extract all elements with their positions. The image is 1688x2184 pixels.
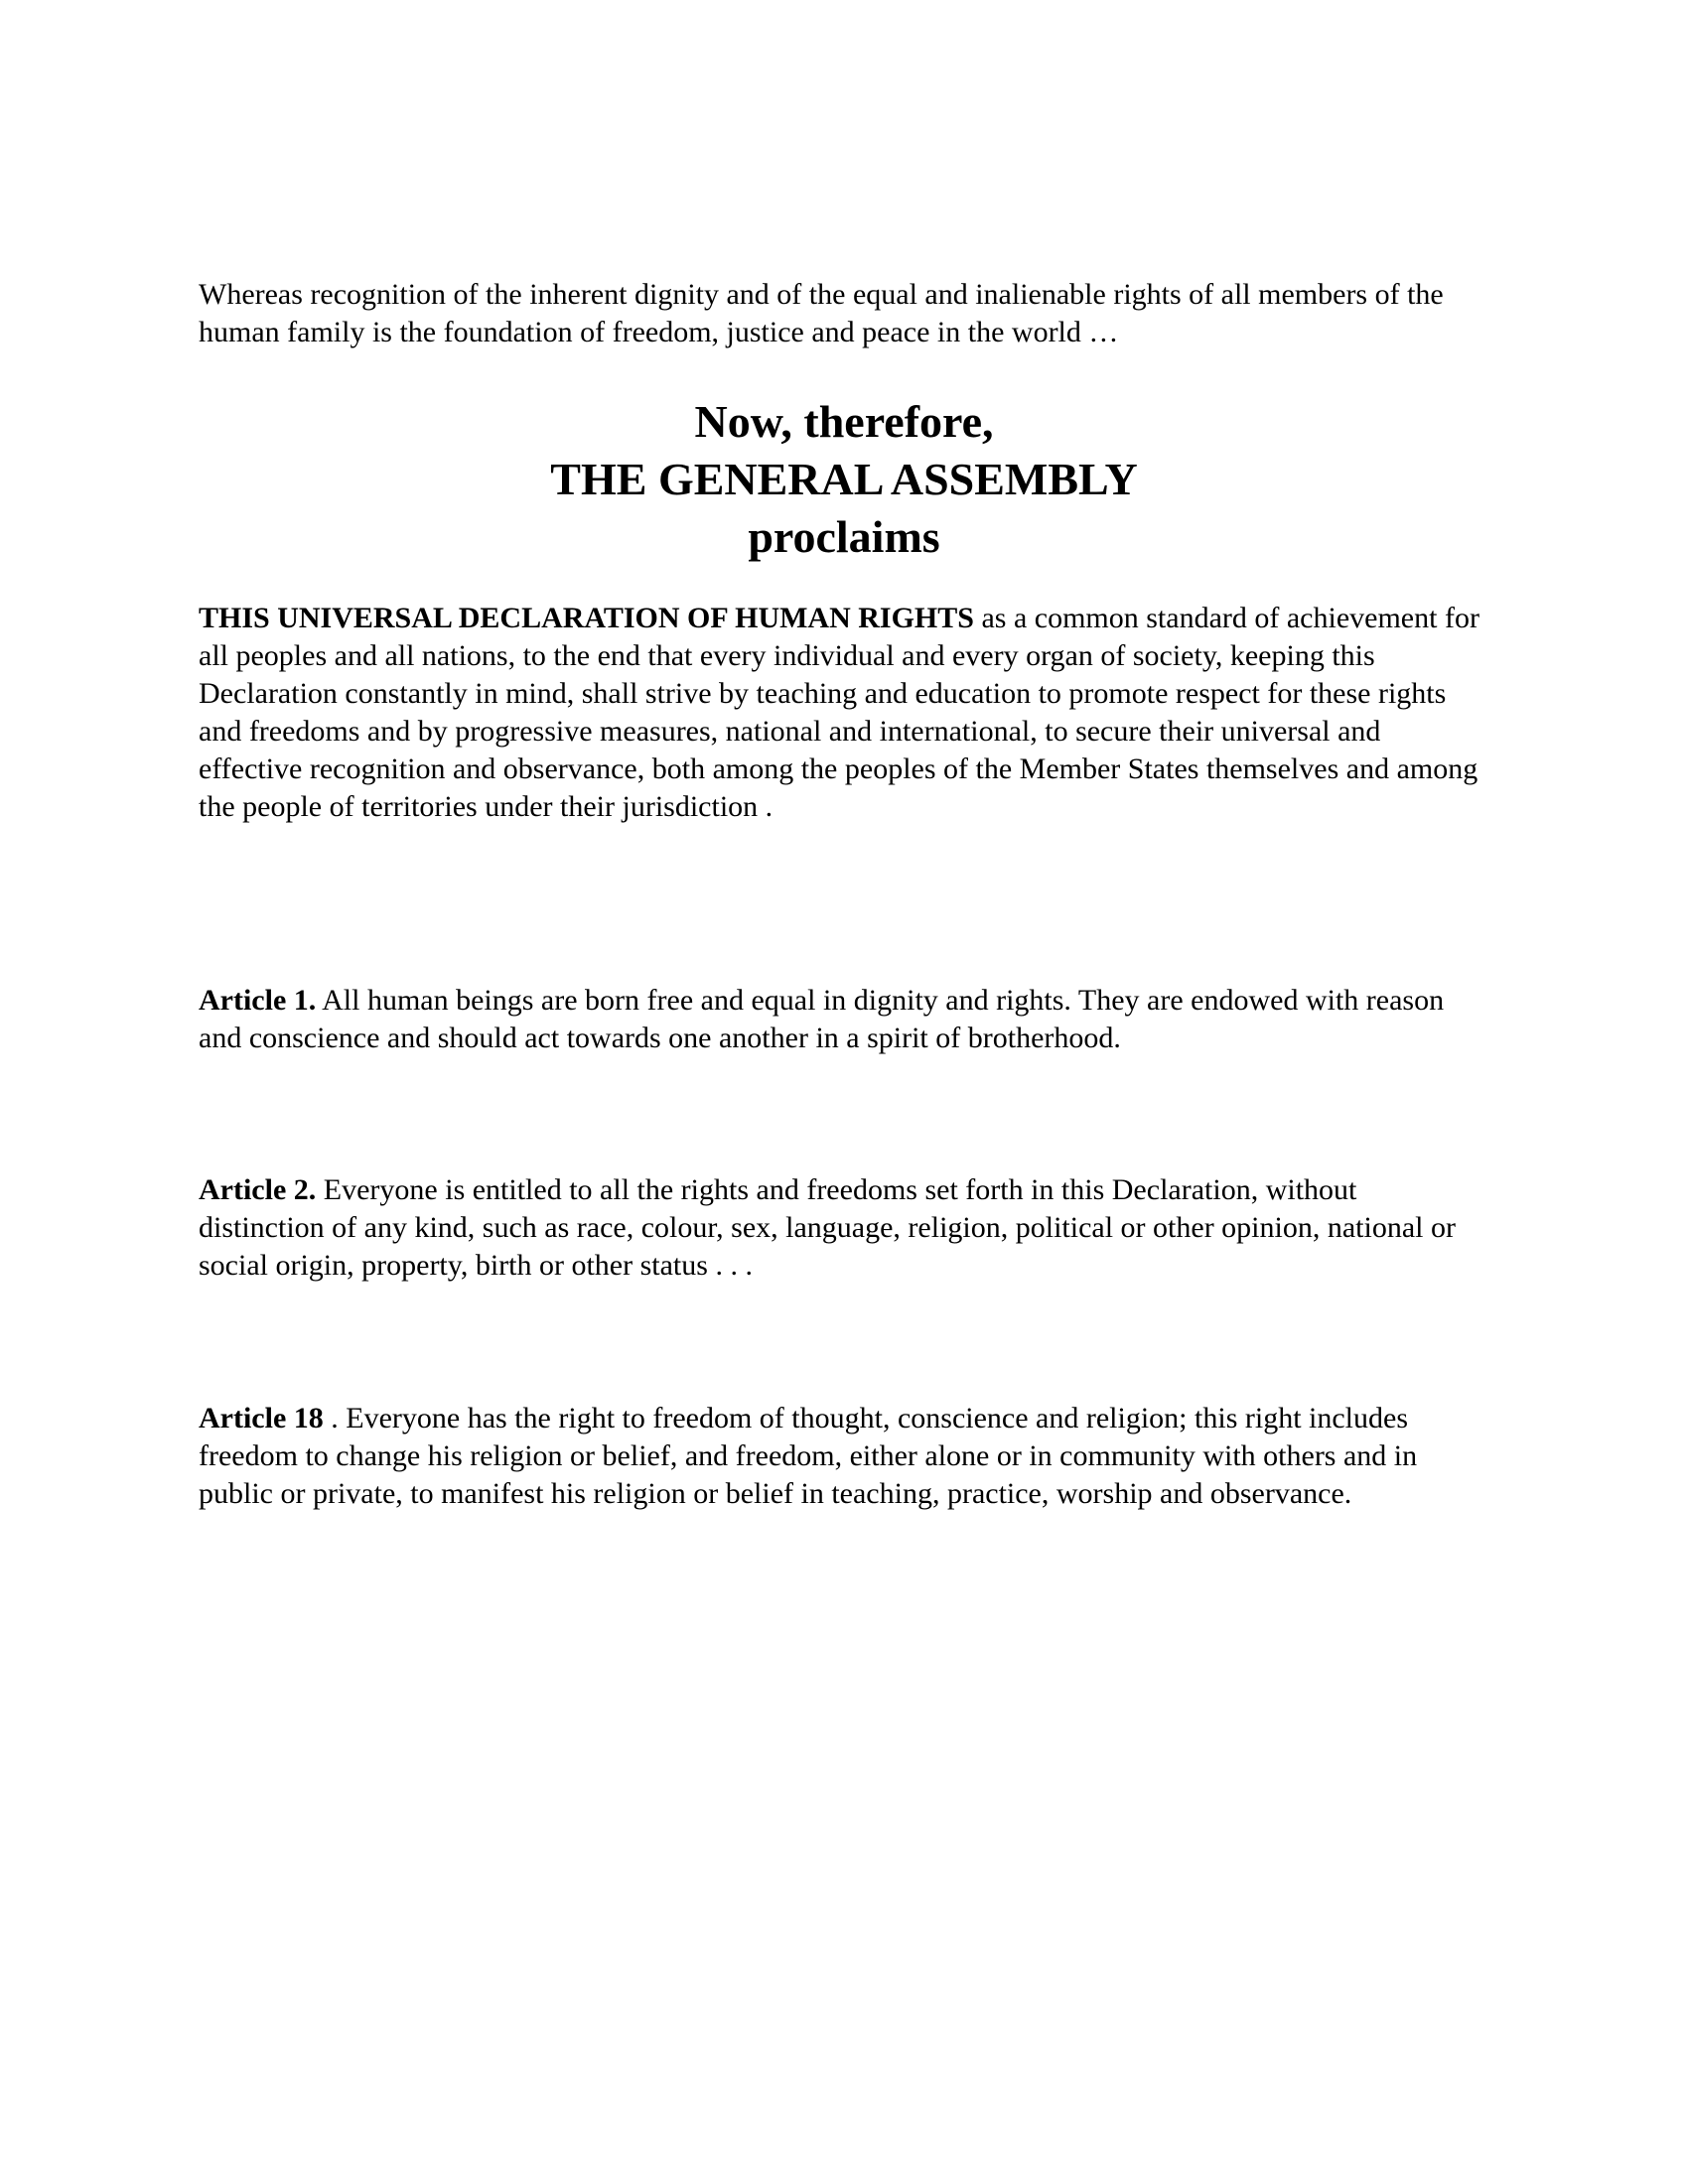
article-18-text: . Everyone has the right to freedom of thought, conscience and religion; this right includes freedom to change his religion or belief, and freedom, either alone or in community with others and in public or private, to manifest his religion or belief in teaching, practice, worship and observance.: [199, 1402, 1418, 1510]
article-2-text: Everyone is entitled to all the rights and freedoms set forth in this Declaration, without distinction of any kind, such as race, colour, sex, language, religion, political or other opinion, national or social origin, property, birth or other status . . .: [199, 1173, 1456, 1282]
article-2-paragraph: [199, 1171, 1489, 1285]
article-1-label: Article 1.: [199, 984, 317, 1017]
preamble-paragraph: [199, 276, 1489, 351]
article-18-paragraph: [199, 1400, 1489, 1513]
article-18-label: Article 18: [199, 1402, 324, 1434]
preamble-text: Whereas recognition of the inherent dignity and of the equal and inalienable rights of all members of the human family is the foundation of freedom, justice and peace in the world …: [199, 278, 1444, 348]
heading-line-now-therefore: Now, therefore,: [694, 396, 994, 447]
declaration-text: as a common standard of achievement for all peoples and all nations, to the end that every individual and every organ of society, keeping this Declaration constantly in mind, shall strive by teaching and education to promote respect for these rights and freedoms and by progressive measures, national and international, to secure their universal and effective recognition and observance, both among the peoples of the Member States themselves and among the people of territories under their jurisdiction .: [199, 602, 1479, 823]
declaration-title: THIS UNIVERSAL DECLARATION OF HUMAN RIGHTS: [199, 602, 974, 634]
heading-line-proclaims: proclaims: [748, 511, 940, 562]
article-1-text: All human beings are born free and equal in dignity and rights. They are endowed with reason and conscience and should act towards one another in a spirit of brotherhood.: [199, 984, 1445, 1054]
declaration-paragraph: [199, 600, 1489, 826]
article-1-paragraph: [199, 982, 1489, 1057]
proclamation-heading: [0, 393, 1688, 566]
heading-line-general-assembly: THE GENERAL ASSEMBLY: [550, 454, 1138, 504]
article-2-label: Article 2.: [199, 1173, 317, 1206]
